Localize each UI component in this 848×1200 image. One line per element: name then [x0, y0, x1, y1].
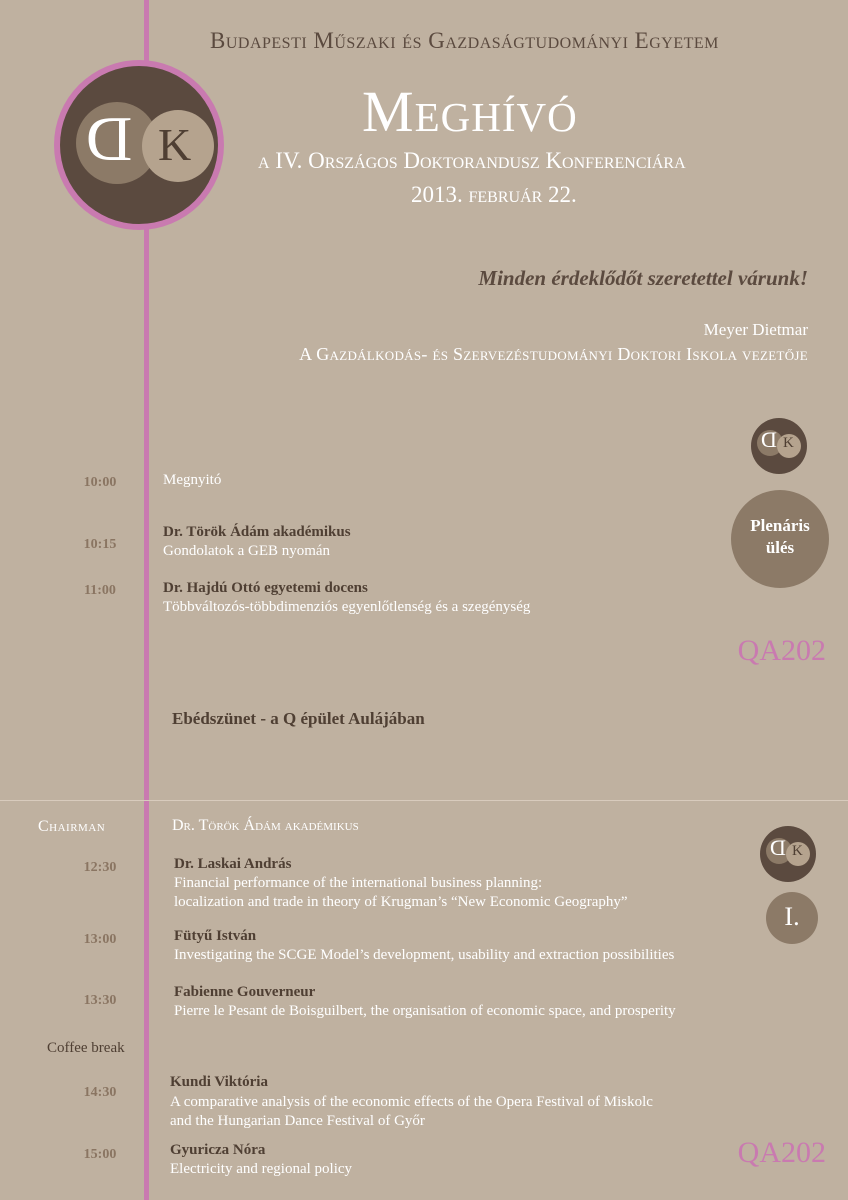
- welcome-text: Minden érdeklődőt szeretettel várunk!: [478, 266, 808, 290]
- plenary-time: 10:00: [83, 475, 117, 490]
- section-divider: [0, 800, 848, 801]
- talk-title: Electricity and regional policy: [170, 1161, 353, 1177]
- speaker-name: Fabienne Gouverneur: [174, 984, 316, 1000]
- plenary-talk: Megnyitó: [163, 472, 222, 488]
- speaker-name: Dr. Török Ádám akadémikus: [163, 524, 351, 540]
- session-time: 13:00: [83, 932, 117, 947]
- plenary-time: 11:00: [84, 583, 116, 598]
- conference-logo: [54, 60, 224, 230]
- room-label: QA202: [737, 1136, 826, 1169]
- small-logo: D K: [760, 826, 816, 882]
- conference-date: 2013. február 22.: [411, 182, 577, 207]
- talk-title: and the Hungarian Dance Festival of Győr: [170, 1113, 425, 1129]
- talk-title: A comparative analysis of the economic effects of the Opera Festival of Miskolc: [170, 1094, 653, 1110]
- room-label: QA202: [737, 634, 826, 667]
- session-time: 12:30: [83, 860, 117, 875]
- session-time: 14:30: [83, 1085, 117, 1100]
- chairman-name: Dr. Török Ádám akadémikus: [172, 817, 359, 834]
- plenary-talk: Gondolatok a GEB nyomán: [163, 543, 331, 559]
- session-badge: I.: [766, 892, 818, 944]
- speaker-name: Dr. Laskai András: [174, 856, 292, 872]
- coffee-break: Coffee break: [47, 1040, 125, 1056]
- plenary-time: 10:15: [83, 537, 117, 552]
- speaker-name: Fütyű István: [174, 928, 257, 944]
- plenary-badge: Plenáris ülés: [731, 490, 829, 588]
- speaker-name: Kundi Viktória: [170, 1074, 268, 1090]
- plenary-talk: Többváltozós-többdimenziós egyenlőtlenség és a szegénység: [163, 599, 531, 615]
- signer-name: Meyer Dietmar: [703, 320, 808, 339]
- small-logo: D K: [751, 418, 807, 474]
- session-time: 15:00: [83, 1147, 117, 1162]
- conference-subtitle: a IV. Országos Doktorandusz Konferenciára: [258, 148, 686, 173]
- session-time: 13:30: [83, 993, 117, 1008]
- talk-title: localization and trade in theory of Krugman’s “New Economic Geography”: [174, 894, 628, 910]
- talk-title: Investigating the SCGE Model’s development, usability and extraction possibilities: [174, 947, 675, 963]
- speaker-name: Gyuricza Nóra: [170, 1142, 266, 1158]
- chairman-label: Chairman: [38, 818, 106, 835]
- page-title: Meghívó: [362, 79, 578, 144]
- lunch-break: Ebédszünet - a Q épület Aulájában: [172, 709, 425, 728]
- speaker-name: Dr. Hajdú Ottó egyetemi docens: [163, 580, 368, 596]
- logo-letter-left: D: [86, 103, 133, 174]
- university-name: Budapesti Műszaki és Gazdaságtudományi Egyetem: [210, 28, 719, 53]
- talk-title: Pierre le Pesant de Boisguilbert, the organisation of economic space, and prosperity: [174, 1003, 676, 1019]
- signer-role: A Gazdálkodás- és Szervezéstudományi Doktori Iskola vezetője: [299, 344, 808, 364]
- logo-letter-right: K: [158, 119, 192, 170]
- talk-title: Financial performance of the international business planning:: [174, 875, 543, 891]
